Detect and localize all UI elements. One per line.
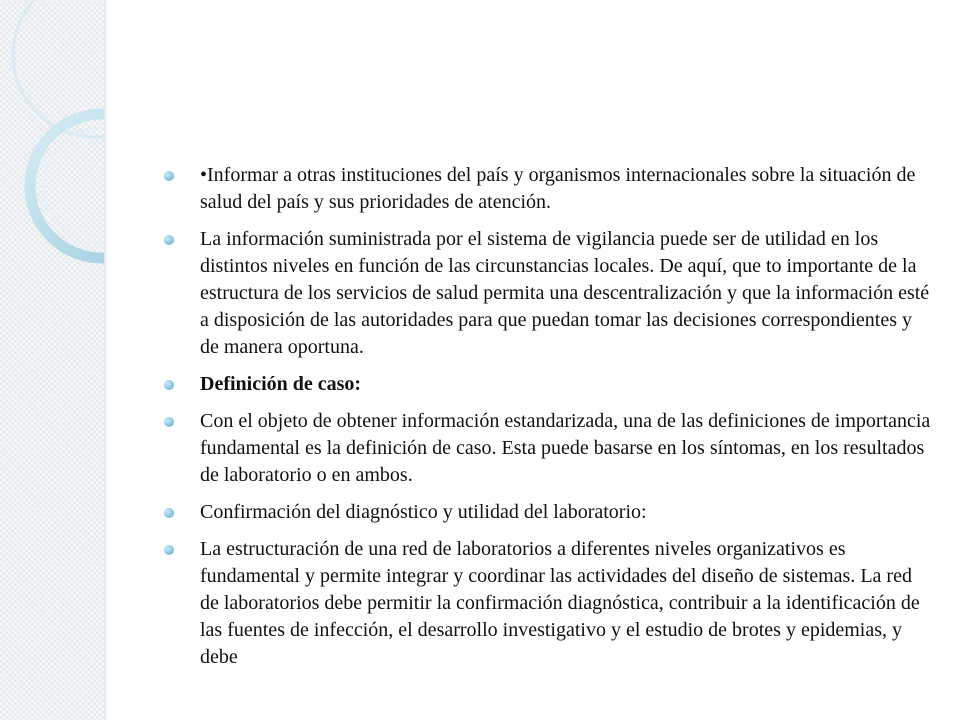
- inner-ring: [44, 128, 107, 244]
- slide-content: [164, 162, 934, 681]
- bullet-item: [164, 371, 934, 398]
- bullet-item: [164, 408, 934, 489]
- bullet-text: Con el objeto de obtener información estandarizada, una de las definiciones de importancia fundamental es la definición de caso. Esta puede basarse en los síntomas, en los resultados de laboratorio o en ambos.: [200, 410, 931, 486]
- bullet-dot-icon: [164, 417, 174, 427]
- bullet-text: •Informar a otras instituciones del país y organismos internacionales sobre la situación de salud del país y sus prioridades de atención.: [200, 164, 916, 213]
- bullet-item: [164, 499, 934, 526]
- bullet-item: [164, 536, 934, 671]
- bullet-dot-icon: [164, 235, 174, 245]
- sidebar-edge: [104, 0, 107, 720]
- bullet-dot-icon: [164, 171, 174, 181]
- bullet-text: La información suministrada por el sistema de vigilancia puede ser de utilidad en los distintos niveles en función de las circunstancias locales. De aquí, que to importante de la estructura de los servicios de salud permita una descentralización y que la información esté a disposición de las autoridades para que puedan tomar las decisiones correspondientes y de manera oportuna.: [200, 228, 930, 358]
- ring-decoration-icon: [0, 0, 107, 720]
- decorative-sidebar: [0, 0, 107, 720]
- bullet-dot-icon: [164, 508, 174, 518]
- bullet-text: La estructuración de una red de laboratorios a diferentes niveles organizativos es fundamental y permite integrar y coordinar las actividades del diseño de sistemas. La red de laboratorios debe permitir la confirmación diagnóstica, contribuir a la identificación de las fuentes de infección, el desarrollo investigativo y el estudio de brotes y epidemias, y debe: [200, 538, 920, 668]
- bullet-item: [164, 226, 934, 361]
- bullet-item: [164, 162, 934, 216]
- bullet-text: Confirmación del diagnóstico y utilidad del laboratorio:: [200, 501, 647, 523]
- bullet-dot-icon: [164, 545, 174, 555]
- bullet-text: Definición de caso:: [200, 373, 362, 395]
- bullet-dot-icon: [164, 380, 174, 390]
- bullet-list: [164, 162, 934, 671]
